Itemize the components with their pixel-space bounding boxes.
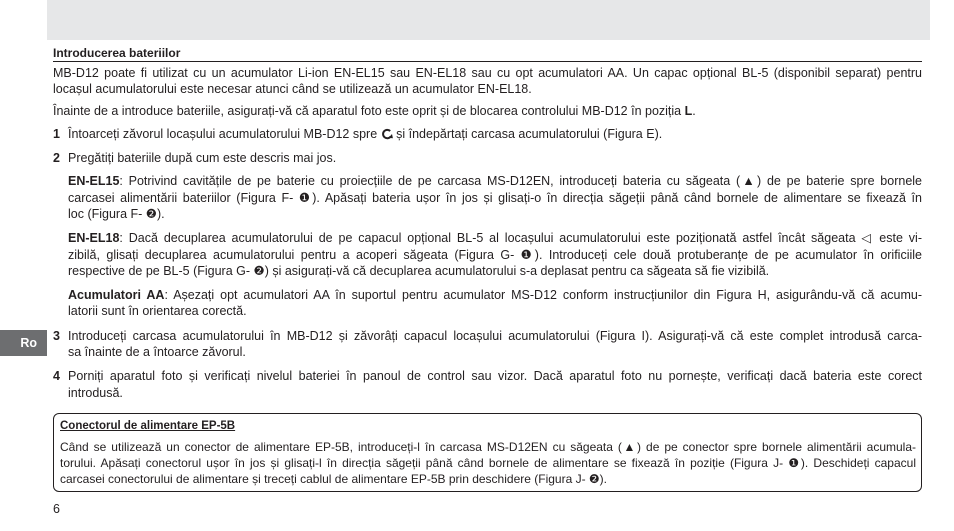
battery-type-label: EN-EL18 [68, 231, 120, 245]
intro-line: MB-D12 poate fi utilizat cu un acumulator Li-ion EN-EL15 sau EN-EL18 sau cu opt acumulatori AA. Un capac opțional BL-5 (disponibil separat) pentru [53, 66, 922, 80]
en-el15-line: carcasei alimentării bateriilor (Figura F- ❶). Apăsați bateria ușor în jos și glisați-o în direcția săgeții până când bornele de alimentare se fixează în [68, 190, 922, 205]
section-heading-text: Introducerea bateriilor [53, 46, 181, 60]
battery-type-text: : Potrivind cavitățile de pe baterie cu proiecțiile de pe carcasa MS-D12EN, introduceți bateria cu săgeata (▲) de pe baterie spre bornele [119, 174, 922, 188]
step-1 [68, 126, 922, 142]
en-el15-line [68, 173, 922, 190]
note-box-title: Conectorul de alimentare EP-5B [60, 420, 236, 432]
language-tab-label: Ro [20, 336, 37, 350]
aa-batteries-line [68, 287, 922, 303]
intro-paragraph [53, 65, 922, 97]
precaution-end: . [692, 104, 696, 118]
battery-type-label: EN-EL15 [68, 174, 120, 188]
step-1-text: Întoarceți zăvorul locașului acumulatorului MB-D12 spre [68, 127, 381, 141]
counterclockwise-arrow-icon [381, 128, 393, 140]
step-2 [68, 150, 922, 166]
en-el18-line [68, 230, 922, 247]
aa-batteries-paragraph [68, 287, 922, 319]
header-band [47, 0, 930, 40]
note-box [53, 413, 922, 492]
step-4-line: introdusă. [68, 385, 123, 400]
step-number: 3 [53, 329, 60, 343]
precaution-paragraph [53, 103, 922, 119]
step-2-line: Pregătiți bateriile după cum este descris mai jos. [68, 151, 337, 165]
battery-type-label: Acumulatori AA [68, 288, 165, 302]
step-1-line [68, 126, 922, 142]
en-el18-line: respective de pe BL-5 (Figura G- ❷) și asigurați-vă că decuplarea acumulatorului s-a deplasat pentru ca săgeata să fie vizibilă. [68, 264, 770, 278]
step-3 [68, 328, 922, 360]
step-4-line: Porniți aparatul foto și verificați nivelul bateriei în panoul de control sau vizor. Dacă aparatul foto nu pornește, verificați dacă bateria este corect [68, 369, 922, 383]
note-box-line: carcasei conectorului de alimentare și treceți cablul de alimentare EP-5B prin deschidere (Figura J- ❷). [60, 472, 608, 486]
en-el18-line: zibilă, glisați decuplarea acumulatorului pentru a acoperi săgeata (Figura G- ❶). Introduceți cele două protuberanțe de pe acumulator în orificiile [68, 247, 922, 262]
step-number: 4 [53, 369, 60, 383]
battery-type-text: : Așezați opt acumulatori AA în suportul pentru acumulator MS-D12 conform instrucțiunilor din Figura H, asigurându-vă că acumu- [164, 288, 922, 302]
page-number: 6 [53, 502, 60, 516]
step-3-line: Introduceți carcasa acumulatorului în MB-D12 și zăvorâți capacul locașului acumulatorului (Figura I). Asigurați-vă că este complet introdusă carca- [68, 329, 922, 343]
note-box-line: torului. Apăsați conectorul ușor în jos și glisați-l în direcția săgeții până când bornele de alimentare se fixează în poziție (Figura J- ❶). Deschideți capacul [60, 456, 916, 470]
section-heading [53, 46, 922, 62]
step-number: 2 [53, 151, 60, 165]
note-box-text [60, 439, 916, 487]
precaution-line [53, 103, 922, 119]
step-4 [68, 368, 922, 401]
aa-batteries-line: latorii sunt în orientarea corectă. [68, 304, 247, 318]
language-tab [0, 330, 47, 356]
step-number: 1 [53, 127, 60, 141]
battery-type-text: : Dacă decuplarea acumulatorului de pe capacul opțional BL-5 al locașului acumulatorului este poziționată astfel încât săgeata ◁ este vi- [119, 231, 922, 245]
lock-position-label: L [684, 104, 693, 118]
en-el15-paragraph [68, 173, 922, 223]
precaution-text: Înainte de a introduce bateriile, asigurați-vă că aparatul foto este oprit și de blocarea controlului MB-D12 în poziția [53, 104, 685, 118]
step-3-line: sa înainte de a întoarce zăvorul. [68, 345, 246, 359]
step-1-text: și îndepărtați carcasa acumulatorului (Figura E). [392, 127, 663, 141]
note-box-line: Când se utilizează un conector de alimentare EP-5B, introduceți-l în carcasa MS-D12EN cu săgeata (▲) de pe conector spre bornele alimentării acumula- [60, 440, 916, 454]
intro-line: locașul acumulatorului este necesar atunci când se utilizează un acumulator EN-EL18. [53, 82, 532, 96]
en-el18-paragraph [68, 230, 922, 280]
en-el15-line: loc (Figura F- ❷). [68, 207, 165, 221]
